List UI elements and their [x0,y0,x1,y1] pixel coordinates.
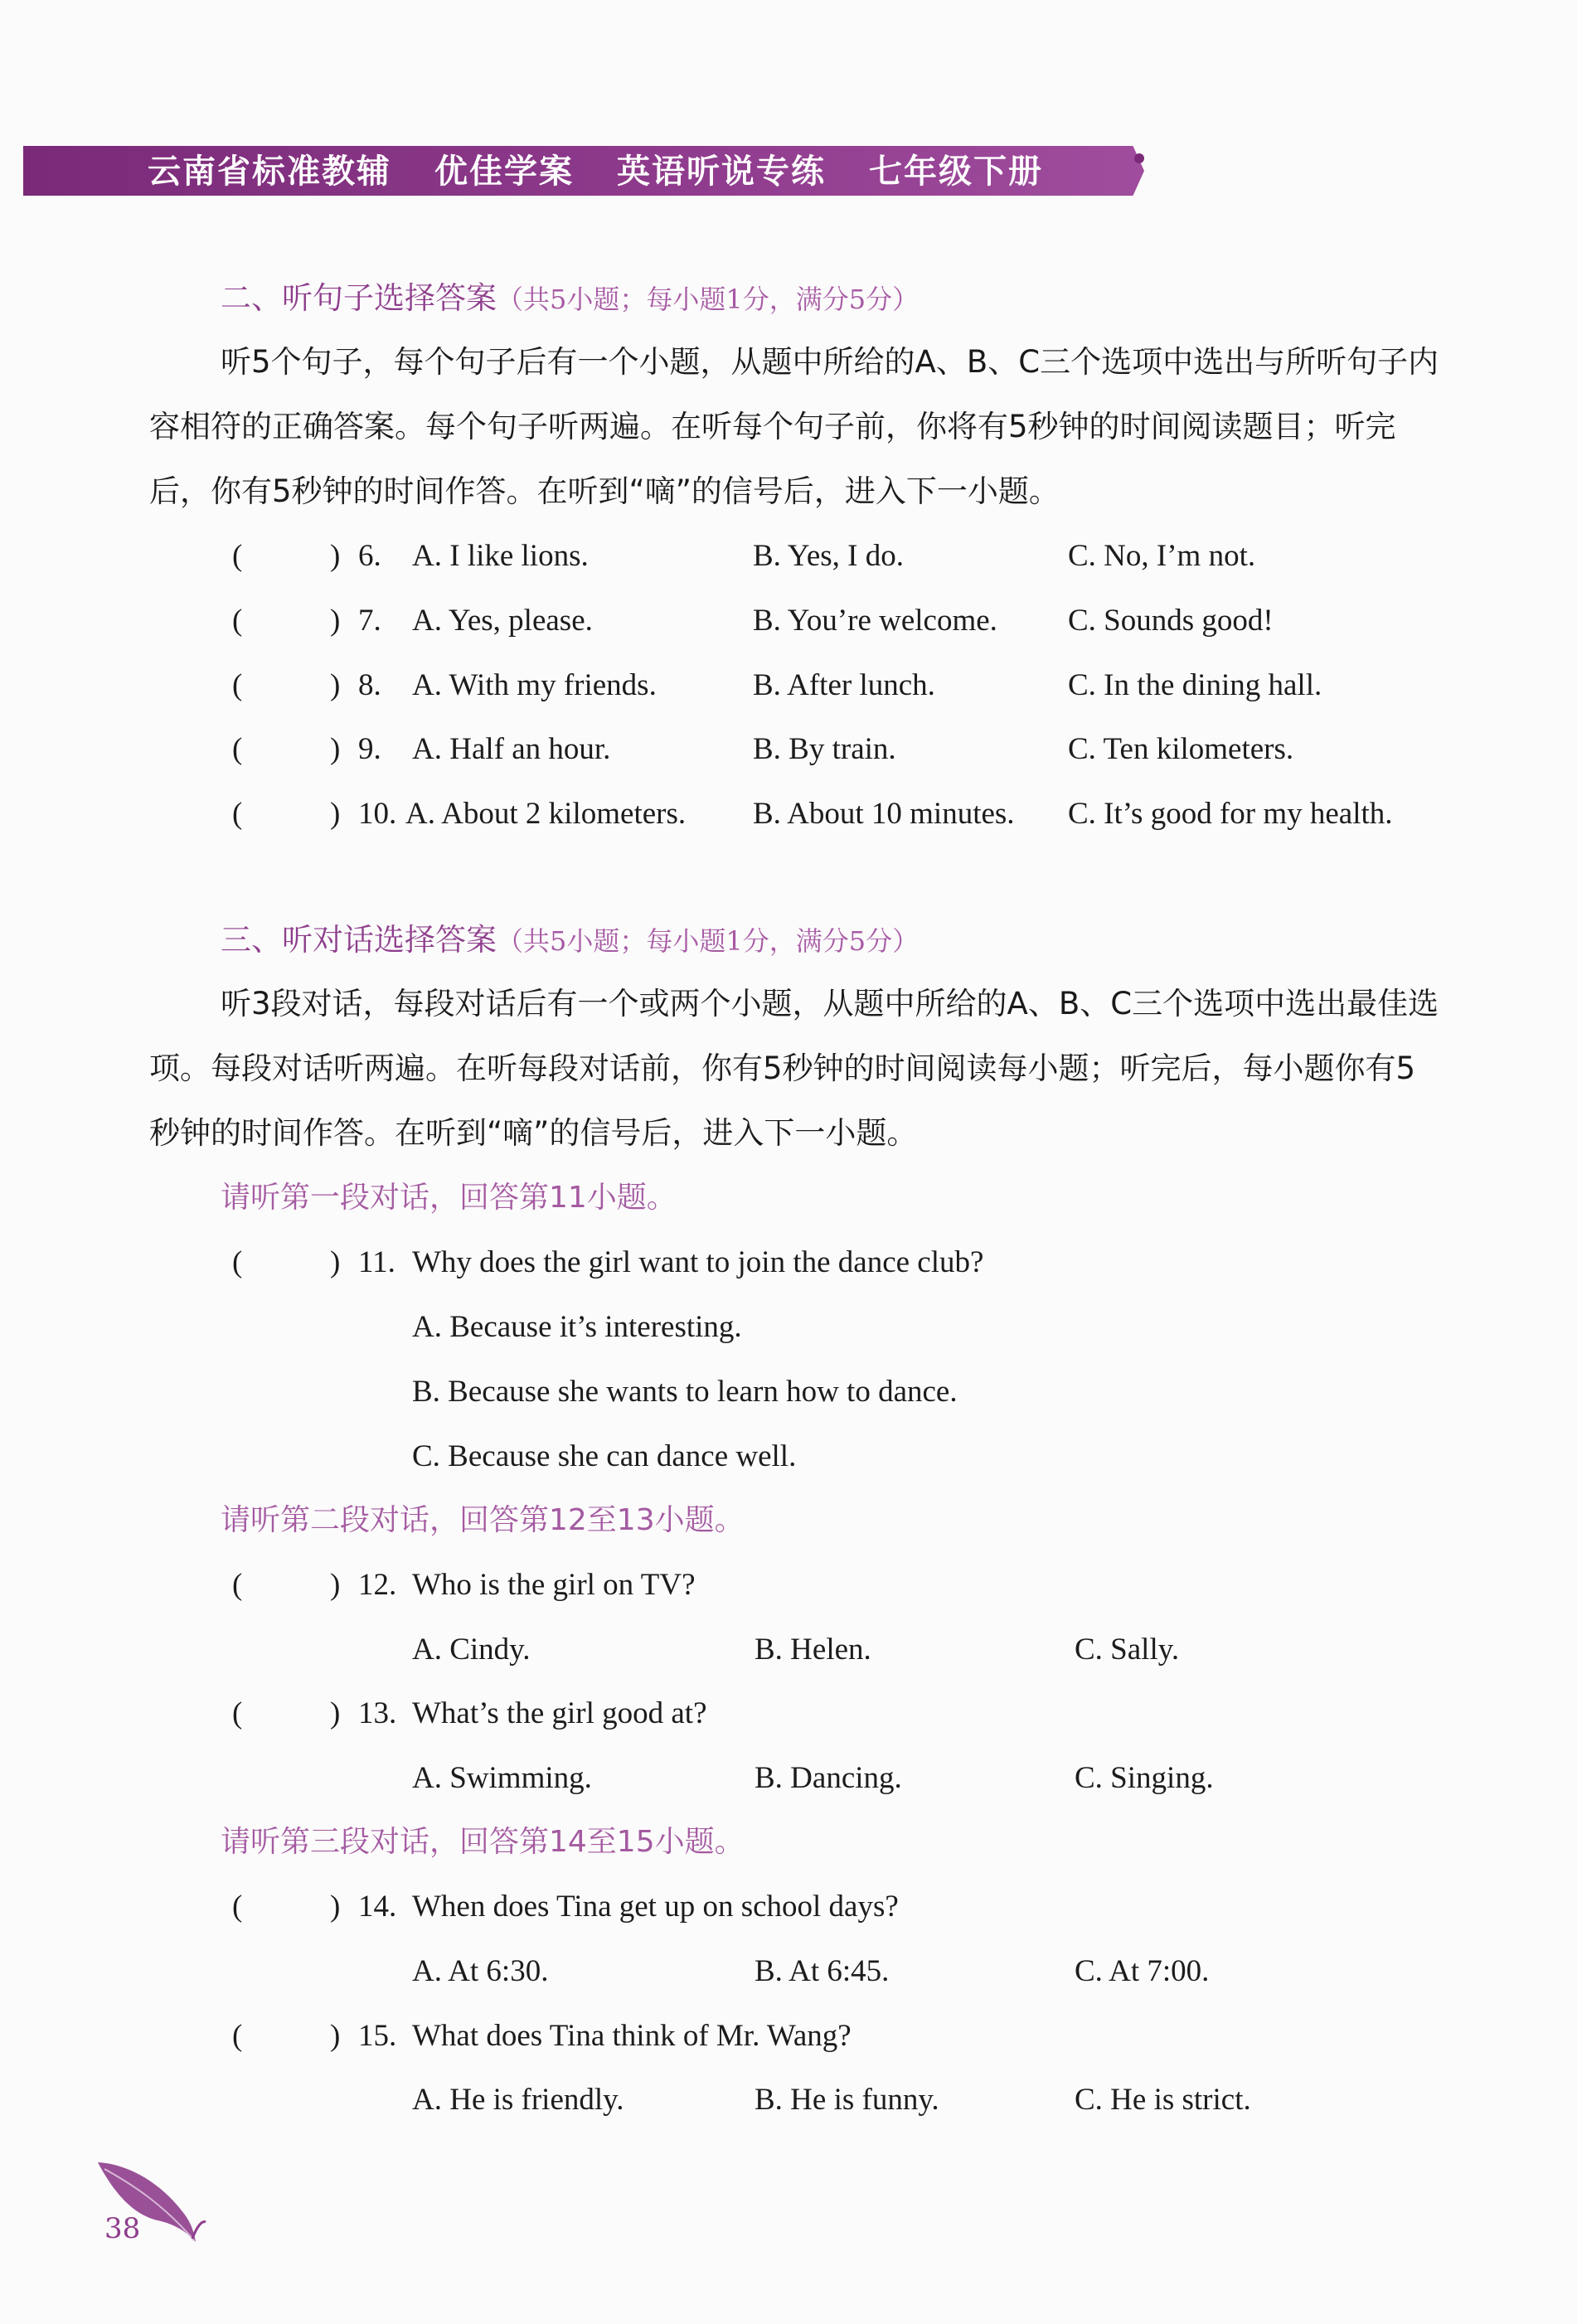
question-row-13 [0,1689,1577,1739]
section3-title-text: 三、听对话选择答案 [221,922,497,958]
option-a: A. Cindy. [412,1633,531,1667]
question-text: What’s the girl good at? [412,1696,707,1730]
q14-options [0,1947,1577,1997]
section3-score-note: （共5小题；每小题1分，满分5分） [497,925,920,957]
section2-title-text: 二、听句子选择答案 [221,280,497,316]
answer-paren-open[interactable]: ( [232,1696,243,1730]
option-b: B. You’re welcome. [753,604,997,638]
answer-paren-open[interactable]: ( [232,2019,243,2053]
section3-title [221,915,919,965]
answer-paren-open[interactable]: ( [232,732,243,766]
banner-dot [1134,153,1144,163]
option-c: C. Sally. [1075,1633,1180,1667]
option-c: C. Sounds good! [1068,604,1274,638]
header-subject: 英语听说专练 [617,153,826,191]
question-row-8 [0,661,1577,711]
option-c: C. Ten kilometers. [1068,732,1294,766]
answer-paren-close: ) [330,732,341,766]
q12-options [0,1625,1577,1675]
option-b: B. He is funny. [755,2083,939,2117]
question-number: 9. [358,732,381,766]
section3-instruction: 听3段对话，每段对话后有一个或两个小题，从题中所给的A、B、C三个选项中选出最佳选项。每段对话听两遍。在听每段对话前，你有5秒钟的时间阅读每小题；听完后，每小题你有5秒钟的时间作答。在听到“嘀”的信号后，进入下一小题。 [149,986,1439,1151]
option-c: C. Singing. [1075,1761,1214,1795]
option-a: A. About 2 kilometers. [405,797,687,831]
option-c: C. In the dining hall. [1068,668,1322,702]
option-b: B. Dancing. [755,1761,902,1795]
question-number: 8. [358,668,381,702]
option-b: B. After lunch. [753,668,935,702]
answer-paren-open[interactable]: ( [232,797,243,831]
question-number: 12. [358,1568,397,1602]
question-number: 13. [358,1696,397,1730]
option-b: B. Yes, I do. [753,539,904,573]
option-b: B. About 10 minutes. [753,797,1015,831]
option-c: C. It’s good for my health. [1068,797,1393,831]
answer-paren-close: ) [330,2019,341,2053]
question-row-7 [0,596,1577,646]
option-b: B. By train. [753,732,896,766]
question-number: 11. [358,1245,395,1279]
answer-paren-close: ) [330,668,341,702]
question-row-15 [0,2011,1577,2061]
question-row-9 [0,725,1577,774]
dialogue3-heading: 请听第三段对话，回答第14至15小题。 [221,1825,745,1859]
section2-title [221,274,919,323]
option-a: A. Swimming. [412,1761,592,1795]
header-title [148,149,1043,194]
option-c: C. No, I’m not. [1068,539,1256,573]
option-c: C. He is strict. [1075,2083,1251,2117]
answer-paren-close: ) [330,1245,341,1279]
option-b: B. At 6:45. [755,1954,890,1988]
question-number: 15. [358,2019,397,2053]
question-text: Why does the girl want to join the dance club? [412,1245,984,1279]
option-a: A. I like lions. [412,539,589,573]
section2-score-note: （共5小题；每小题1分，满分5分） [497,284,920,315]
page-number: 38 [104,2212,141,2245]
question-text: What does Tina think of Mr. Wang? [412,2019,852,2053]
answer-paren-open[interactable]: ( [232,604,243,638]
answer-paren-close: ) [330,1568,341,1602]
question-text: When does Tina get up on school days? [412,1890,899,1924]
q11-option-a: A. Because it’s interesting. [412,1310,742,1344]
q11-option-b: B. Because she wants to learn how to dance. [412,1375,958,1409]
question-number: 6. [358,539,381,573]
answer-paren-open[interactable]: ( [232,1890,243,1924]
answer-paren-close: ) [330,1696,341,1730]
header-book: 优佳学案 [434,153,574,191]
question-row-6 [0,531,1577,581]
answer-paren-close: ) [330,1890,341,1924]
question-row-10 [0,789,1577,839]
question-row-14 [0,1882,1577,1932]
answer-paren-open[interactable]: ( [232,539,243,573]
option-a: A. Yes, please. [412,604,593,638]
question-row-12 [0,1560,1577,1610]
option-c: C. At 7:00. [1075,1954,1210,1988]
q13-options [0,1754,1577,1803]
option-a: A. At 6:30. [412,1954,549,1988]
section2-instruction: 听5个句子，每个句子后有一个小题，从题中所给的A、B、C三个选项中选出与所听句子内容相符的正确答案。每个句子听两遍。在听每个句子前，你将有5秒钟的时间阅读题目；听完后，你有5秒钟的时间作答。在听到“嘀”的信号后，进入下一小题。 [149,344,1439,509]
option-a: A. With my friends. [412,668,657,702]
question-number: 10. [358,797,397,831]
option-b: B. Helen. [755,1633,871,1667]
question-number: 7. [358,604,381,638]
answer-paren-close: ) [330,797,341,831]
q11-option-c: C. Because she can dance well. [412,1439,797,1473]
answer-paren-close: ) [330,539,341,573]
header-grade: 七年级下册 [869,153,1043,191]
question-number: 14. [358,1890,397,1924]
header-series: 云南省标准教辅 [148,153,391,191]
question-text: Who is the girl on TV? [412,1568,696,1602]
dialogue1-heading: 请听第一段对话，回答第11小题。 [221,1181,677,1215]
answer-paren-close: ) [330,604,341,638]
q15-options [0,2075,1577,2125]
question-row-11 [0,1238,1577,1288]
answer-paren-open[interactable]: ( [232,1568,243,1602]
answer-paren-open[interactable]: ( [232,1245,243,1279]
answer-paren-open[interactable]: ( [232,668,243,702]
dialogue2-heading: 请听第二段对话，回答第12至13小题。 [221,1503,745,1537]
option-a: A. He is friendly. [412,2083,624,2117]
option-a: A. Half an hour. [412,732,611,766]
